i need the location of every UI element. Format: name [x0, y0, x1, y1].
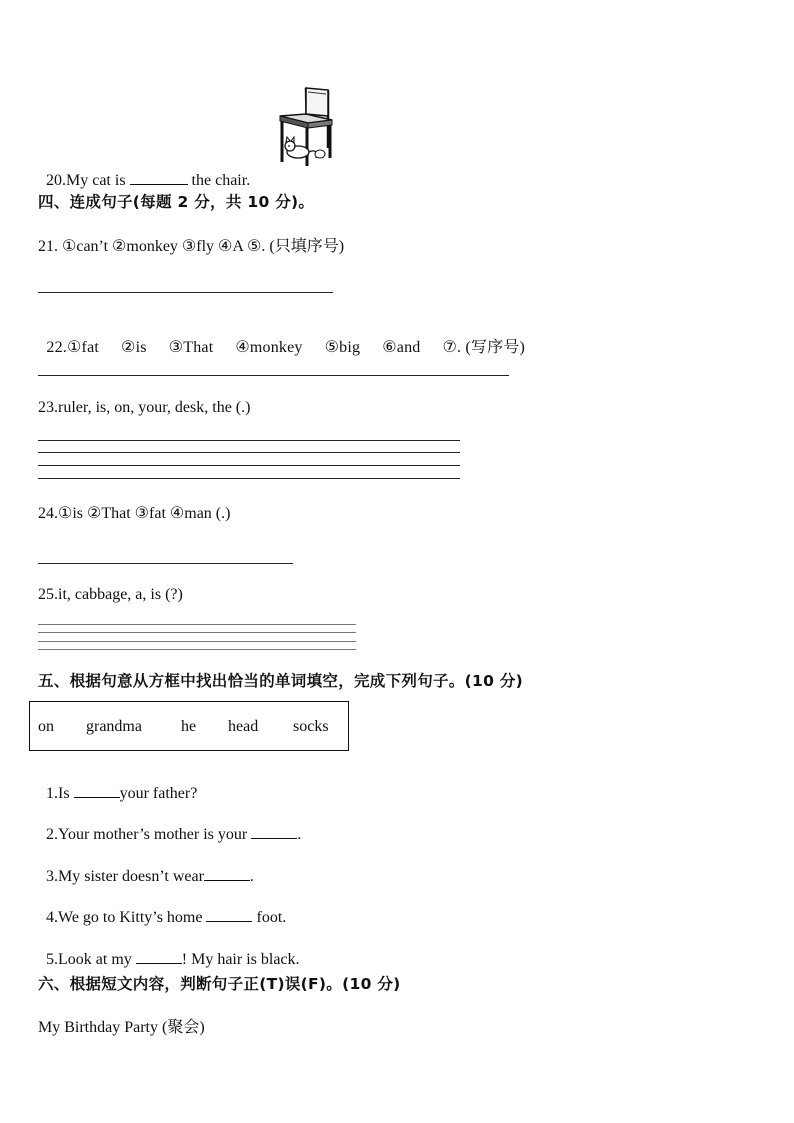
- fill-item-text: your father?: [119, 785, 198, 802]
- q22-item: ⑦. (写序号): [442, 339, 526, 356]
- q22-item: ⑥and: [382, 339, 421, 356]
- word-bank-word: head: [228, 718, 259, 735]
- fill-item-4: [38, 889, 286, 927]
- word-bank-box: [29, 701, 349, 751]
- writing-line[interactable]: [38, 649, 356, 650]
- fill-item-3: [38, 848, 254, 886]
- word-bank-word: on: [38, 718, 54, 735]
- section-6-heading: 六、根据短文内容，判断句子正(T)误(F)。(10 分): [38, 975, 401, 993]
- word-bank-word: socks: [293, 718, 329, 735]
- answer-blank[interactable]: [130, 170, 188, 185]
- fill-item-5: [38, 931, 300, 969]
- word-bank-word: he: [181, 718, 197, 735]
- q22-item: ⑤big: [324, 339, 361, 356]
- q22-item: ③That: [168, 339, 214, 356]
- q20-before: 20.My cat is: [46, 172, 130, 189]
- answer-blank[interactable]: [204, 866, 250, 881]
- question-22: [38, 316, 525, 357]
- question-21: 21. ①can’t ②monkey ③fly ④A ⑤. (只填序号): [38, 238, 345, 255]
- chair-cat-picture: [276, 86, 334, 168]
- fill-item-text: .: [297, 826, 302, 843]
- question-23: 23.ruler, is, on, your, desk, the (.): [38, 399, 251, 416]
- fill-item-text: 3.My sister doesn’t wear: [46, 868, 204, 885]
- writing-line[interactable]: [38, 452, 460, 453]
- word-bank-word: grandma: [86, 718, 142, 735]
- answer-line[interactable]: [38, 375, 509, 376]
- q22-item: ④monkey: [235, 339, 303, 356]
- answer-blank[interactable]: [206, 907, 252, 922]
- fill-item-text: 1.Is: [46, 785, 74, 802]
- writing-line[interactable]: [38, 641, 356, 642]
- q22-item: ②is: [121, 339, 147, 356]
- writing-line[interactable]: [38, 465, 460, 466]
- fill-item-text: .: [249, 868, 254, 885]
- fill-item-text: foot.: [252, 909, 287, 926]
- question-20: [38, 152, 250, 190]
- answer-blank[interactable]: [136, 949, 182, 964]
- q22-number: 22.: [46, 339, 68, 356]
- fill-item-text: 4.We go to Kitty’s home: [46, 909, 207, 926]
- answer-line[interactable]: [38, 292, 333, 293]
- answer-blank[interactable]: [74, 783, 120, 798]
- fill-item-1: [38, 765, 197, 803]
- writing-line[interactable]: [38, 440, 460, 441]
- passage-title: My Birthday Party (聚会): [38, 1019, 205, 1036]
- section-4-heading: 四、连成句子(每题 2 分，共 10 分)。: [38, 193, 315, 211]
- q22-item: ①fat: [67, 339, 100, 356]
- answer-blank[interactable]: [251, 824, 297, 839]
- writing-line[interactable]: [38, 624, 356, 625]
- question-25: 25.it, cabbage, a, is (?): [38, 586, 183, 603]
- fill-item-2: [38, 806, 301, 844]
- writing-line[interactable]: [38, 632, 356, 633]
- fill-item-text: 5.Look at my: [46, 951, 136, 968]
- q20-after: the chair.: [187, 172, 251, 189]
- writing-line[interactable]: [38, 478, 460, 479]
- fill-item-text: 2.Your mother’s mother is your: [46, 826, 252, 843]
- section-5-heading: 五、根据句意从方框中找出恰当的单词填空，完成下列句子。(10 分): [38, 672, 524, 690]
- fill-item-text: ! My hair is black.: [181, 951, 300, 968]
- question-24: 24.①is ②That ③fat ④man (.): [38, 505, 231, 522]
- answer-line[interactable]: [38, 563, 293, 564]
